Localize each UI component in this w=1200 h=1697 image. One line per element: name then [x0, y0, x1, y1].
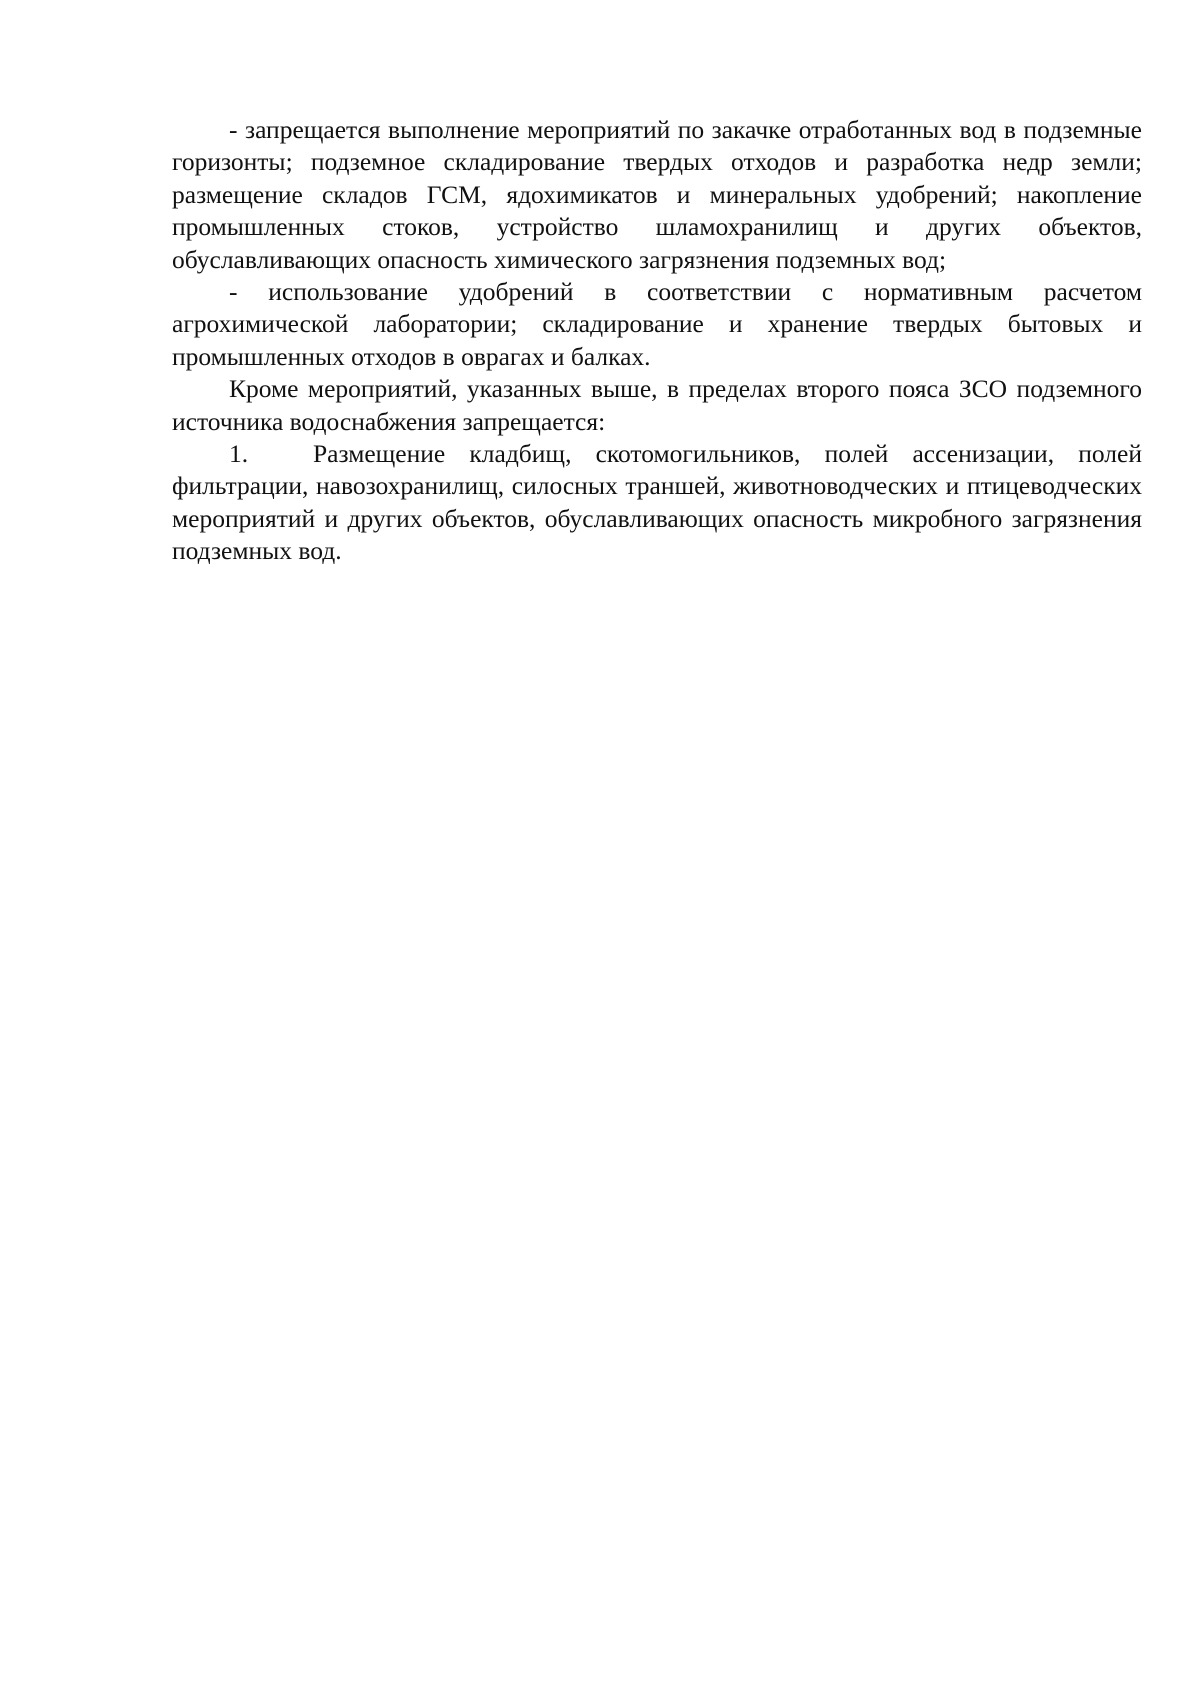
list-item — [172, 438, 1142, 568]
paragraph-prohibited-activities: - запрещается выполнение мероприятий по закачке отработанных вод в подземные горизонты; подземное складирование твердых отходов и разработка недр земли; размещение складов ГСМ, ядохимикатов и минеральных удобрений; накопление промышленных стоков, устройство шламохранилищ и других объектов, обуславливающих опасность химического загрязнения подземных вод; — [172, 115, 1142, 274]
paragraph-second-zone-intro: Кроме мероприятий, указанных выше, в пределах второго пояса ЗСО подземного источника водоснабжения запрещается: — [172, 374, 1142, 436]
document-body — [172, 114, 1142, 568]
paragraph-fertilizer-use: - использование удобрений в соответствии с нормативным расчетом агрохимической лаборатории; складирование и хранение твердых бытовых и промышленных отходов в оврагах и балках. — [172, 277, 1142, 371]
list-item-text: Размещение кладбищ, скотомогильников, полей ассенизации, полей фильтрации, навозохранилищ, силосных траншей, животноводческих и птицеводческих мероприятий и других объектов, обуславливающих опасность микробного загрязнения подземных вод. — [172, 439, 1142, 566]
list-item-number: 1. — [229, 439, 249, 469]
